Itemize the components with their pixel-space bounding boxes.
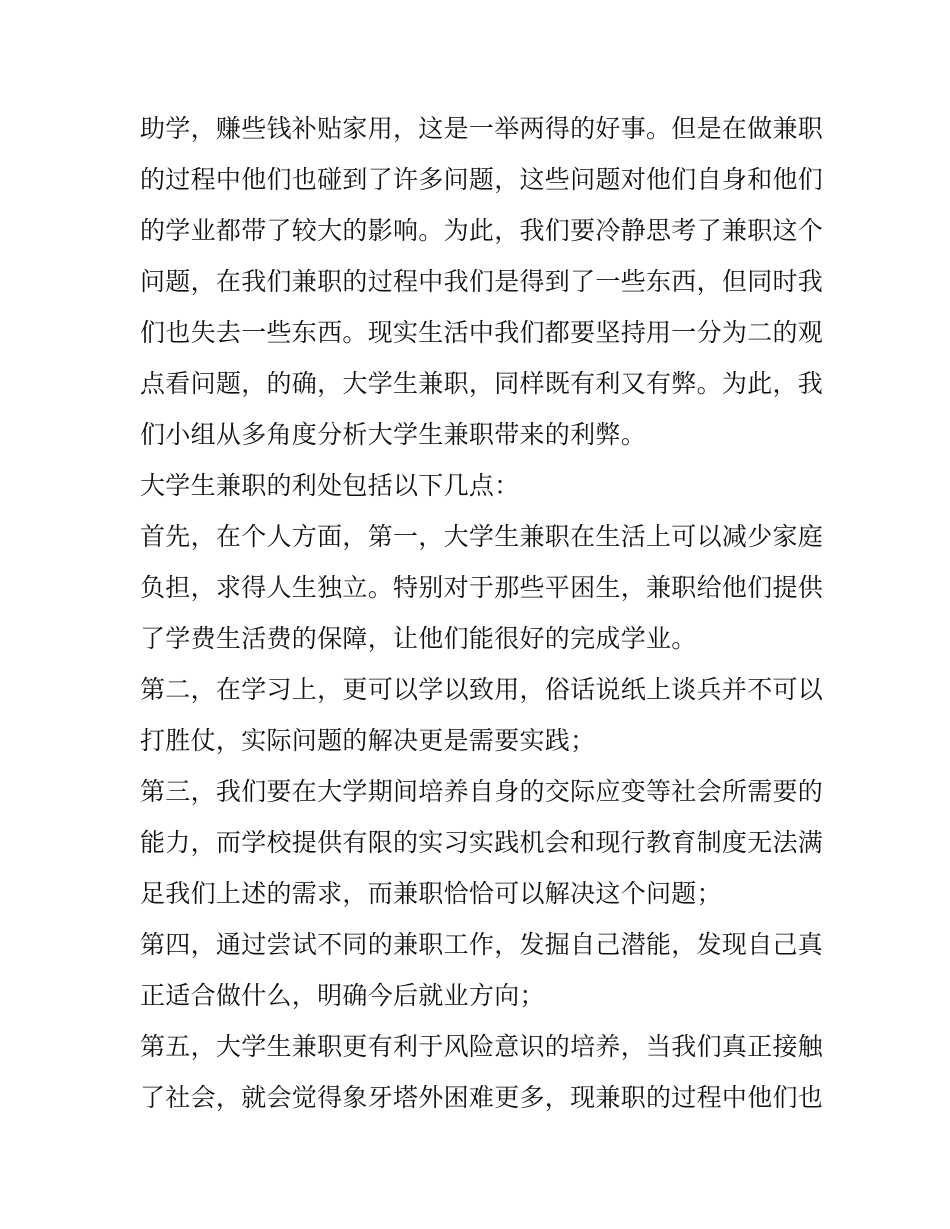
text-line: 负担，求得人生独立。特别对于那些平困生，兼职给他们提供 — [140, 573, 824, 602]
text-line: 了学费生活费的保障，让他们能很好的完成学业。 — [140, 624, 697, 653]
text-line: 正适合做什么，明确今后就业方向； — [140, 981, 545, 1010]
text-line: 问题，在我们兼职的过程中我们是得到了一些东西，但同时我 — [140, 267, 824, 296]
text-line: 能力，而学校提供有限的实习实践机会和现行教育制度无法满 — [140, 828, 824, 857]
text-line: 助学，赚些钱补贴家用，这是一举两得的好事。但是在做兼职 — [140, 114, 824, 143]
text-line: 了社会，就会觉得象牙塔外困难更多，现兼职的过程中他们也 — [140, 1083, 824, 1112]
text-line: 的过程中他们也碰到了许多问题，这些问题对他们自身和他们 — [140, 165, 824, 194]
text-line: 第五，大学生兼职更有利于风险意识的培养，当我们真正接触 — [140, 1032, 824, 1061]
text-line: 的学业都带了较大的影响。为此，我们要冷静思考了兼职这个 — [140, 216, 824, 245]
text-line: 足我们上述的需求，而兼职恰恰可以解决这个问题； — [140, 879, 722, 908]
text-line: 首先，在个人方面，第一，大学生兼职在生活上可以减少家庭 — [140, 522, 824, 551]
text-line: 们小组从多角度分析大学生兼职带来的利弊。 — [140, 420, 647, 449]
text-line: 第四，通过尝试不同的兼职工作，发掘自己潜能，发现自己真 — [140, 930, 824, 959]
text-line: 点看问题，的确，大学生兼职，同样既有利又有弊。为此，我 — [140, 369, 824, 398]
text-line: 打胜仗，实际问题的解决更是需要实践； — [140, 726, 596, 755]
text-line: 第三，我们要在大学期间培养自身的交际应变等社会所需要的 — [140, 777, 824, 806]
section-heading: 大学生兼职的利处包括以下几点： — [140, 471, 520, 500]
text-line: 第二，在学习上，更可以学以致用，俗话说纸上谈兵并不可以 — [140, 675, 824, 704]
text-line: 们也失去一些东西。现实生活中我们都要坚持用一分为二的观 — [140, 318, 824, 347]
document-body — [140, 103, 824, 1123]
